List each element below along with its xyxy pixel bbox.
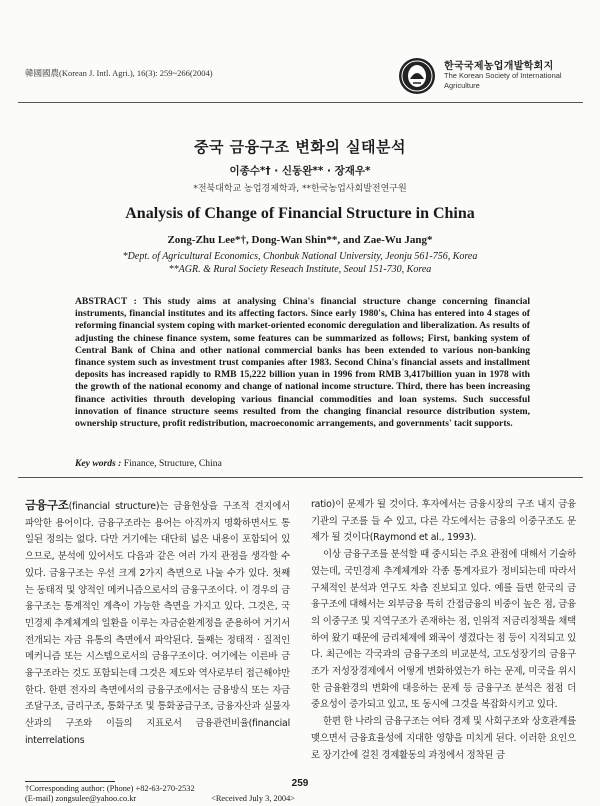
title-korean: 중국 금융구조 변화의 실태분석 xyxy=(193,138,407,156)
header-rule xyxy=(18,102,583,103)
keywords-text: Finance, Structure, China xyxy=(123,458,222,469)
received-date: <Received July 3, 2004> xyxy=(211,794,295,803)
body-column-left xyxy=(25,497,290,777)
society-name-en: Agriculture xyxy=(444,81,480,90)
society-name-en: The Korean Society of International xyxy=(444,71,562,80)
body-column-right xyxy=(311,497,576,797)
authors-english: Zong-Zhu Lee*†, Dong-Wan Shin**, and Zae-Wu Jang* xyxy=(167,234,433,246)
journal-citation: 韓國國農(Korean J. Intl. Agri.), 16(3): 259~266(2004) xyxy=(25,68,213,78)
lead-word: 금융구조 xyxy=(25,498,69,512)
author-email: (E-mail) zongsulee@yahoo.co.kr xyxy=(25,794,137,803)
abstract-text: This study aims at analysing China's financial structure change concerning financial instruments, financial institutes and its affecting factors. Since early 1980's, China has entered into 4 stages of reforming financial system coping with market-oriented economic deregulation and liberalization. As results of adjusting the chinese finance system, some features can be summarized as follows; First, banking system of Central Bank of China and other national commercial banks has been extended to various non-banking finance system such as investment trust companies after 1983. Second China's financial assets and installment deposits has increased rapidly to RMB 15,222 billion yuan in 1996 from RMB 3,417billion yuan in 1978 with the growth of the national economy and change of national income structure. Third, there has been increasing finance activities throuth developing various financial commodities and loan systems. Such successful innovation of finance structure seems resulted from the changing financial resource distribution system, ownership structure, profit redistribution, macroeconomic arrangements, and governments' tacit supports. xyxy=(75,296,530,430)
body-paragraph: ratio)이 문제가 될 것이다. 후자에서는 금융시장의 구조 내지 금융기관의 구조를 들 수 있고, 다른 각도에서는 금융의 이중구조도 문제가 될 것이다(Raymond et al., 1993). xyxy=(311,499,576,544)
society-name-ko: 한국국제농업개발학회지 xyxy=(444,61,554,72)
page-number: 259 xyxy=(291,778,309,789)
abstract xyxy=(75,296,530,430)
affiliations-korean: *전북대학교 농업경제학과, **한국농업사회발전연구원 xyxy=(193,184,407,194)
abstract-rule xyxy=(18,477,583,478)
affiliation-english: *Dept. of Agricultural Economics, Chonbuk National University, Jeonju 561-756, Korea xyxy=(122,251,478,262)
body-paragraph: 이상 금융구조를 분석할 때 중시되는 주요 관점에 대해서 기술하였는데, 국민경제 추계체계와 각종 통계자료가 정비되는데 따라서 구체적인 분석과 연구도 차츰 진보되고 있다. 예를 들면 한국의 금융구조에 대해서는 외부금융 특히 간접금융의 비중이 높은 점, 금융의 이중구조 및 지역구조가 존재하는 점, 인위적 저금리정책을 채택하여 왔기 때문에 금리체제에 왜곡이 생겼다는 점 등이 지적되고 있다. 최근에는 각국과의 금융구조의 비교분석, 고도성장기의 금융구조가 저성장경제에서 어떻게 변화하였는가 하는 문제, 미국을 위시한 금융환경의 변화에 대응하는 문제 등 금융구조 분석은 점점 더 중요성이 증가되고 있고, 또 동시에 그것을 복잡화시키고 있다. xyxy=(311,549,576,711)
body-paragraph: (financial structure)는 금융현상을 구조적 견지에서 파악한 용어이다. 금융구조라는 용어는 아직까지 명확하면서도 통일된 정의는 없다. 다만 거기에는 대단히 넓은 내용이 포함되어 있으므로, 분석에 있어서도 다음과 같은 여러 가지 관점을 생각할 수 있다. 금융구조는 우선 크게 2가지 측면으로 나눌 수가 있다. 첫째는 동태적 및 양적인 메커니즘으로서의 금융구조이다. 이 경우의 금융구조는 통계적인 계측이 가능한 측면을 가지고 있다. 그것은, 국민경제 추계체계의 일환을 이루는 자금순환계정을 준용하여 거기서 전개되는 자금 유통의 측면에서 파악된다. 둘째는 정태적 · 질적인 메커니즘 또는 시스템으로서의 금융구조이다. 여기에는 이른바 금융구조라는 것도 포함되는데 그것은 제도와 역사로부터 접근해야만 한다. 한편 전자의 측면에서의 금융구조에서는 금융방식 또는 자금조달구조, 금리구조, 통화구조 및 통화공급구조, 금융자산과 실물자산과의 구조와 이들의 지표로서 금융관련비율(financial interrelations xyxy=(25,501,290,746)
corresponding-author: †Corresponding author: (Phone) +82-63-270-2532 xyxy=(25,784,195,793)
society-emblem-icon xyxy=(398,57,436,95)
title-english: Analysis of Change of Financial Structure in China xyxy=(125,205,475,222)
affiliation-english: **AGR. & Rural Society Reseach Institute, Seoul 151-730, Korea xyxy=(168,264,432,275)
authors-korean: 이종수*† · 신동완** · 장재우* xyxy=(229,165,371,177)
society-header xyxy=(398,55,583,97)
keywords xyxy=(75,458,222,469)
footnote-email-line xyxy=(25,794,295,803)
body-paragraph: 한편 한 나라의 금융구조는 여타 경제 및 사회구조와 상호관계를 맺으면서 금융효율성에 지대한 영향을 미치게 된다. 이러한 요인으로 장기간에 걸친 경제활동의 과정에서 정착된 금 xyxy=(311,716,576,761)
abstract-label: ABSTRACT : xyxy=(75,296,137,307)
keywords-label: Key words : xyxy=(75,458,122,469)
